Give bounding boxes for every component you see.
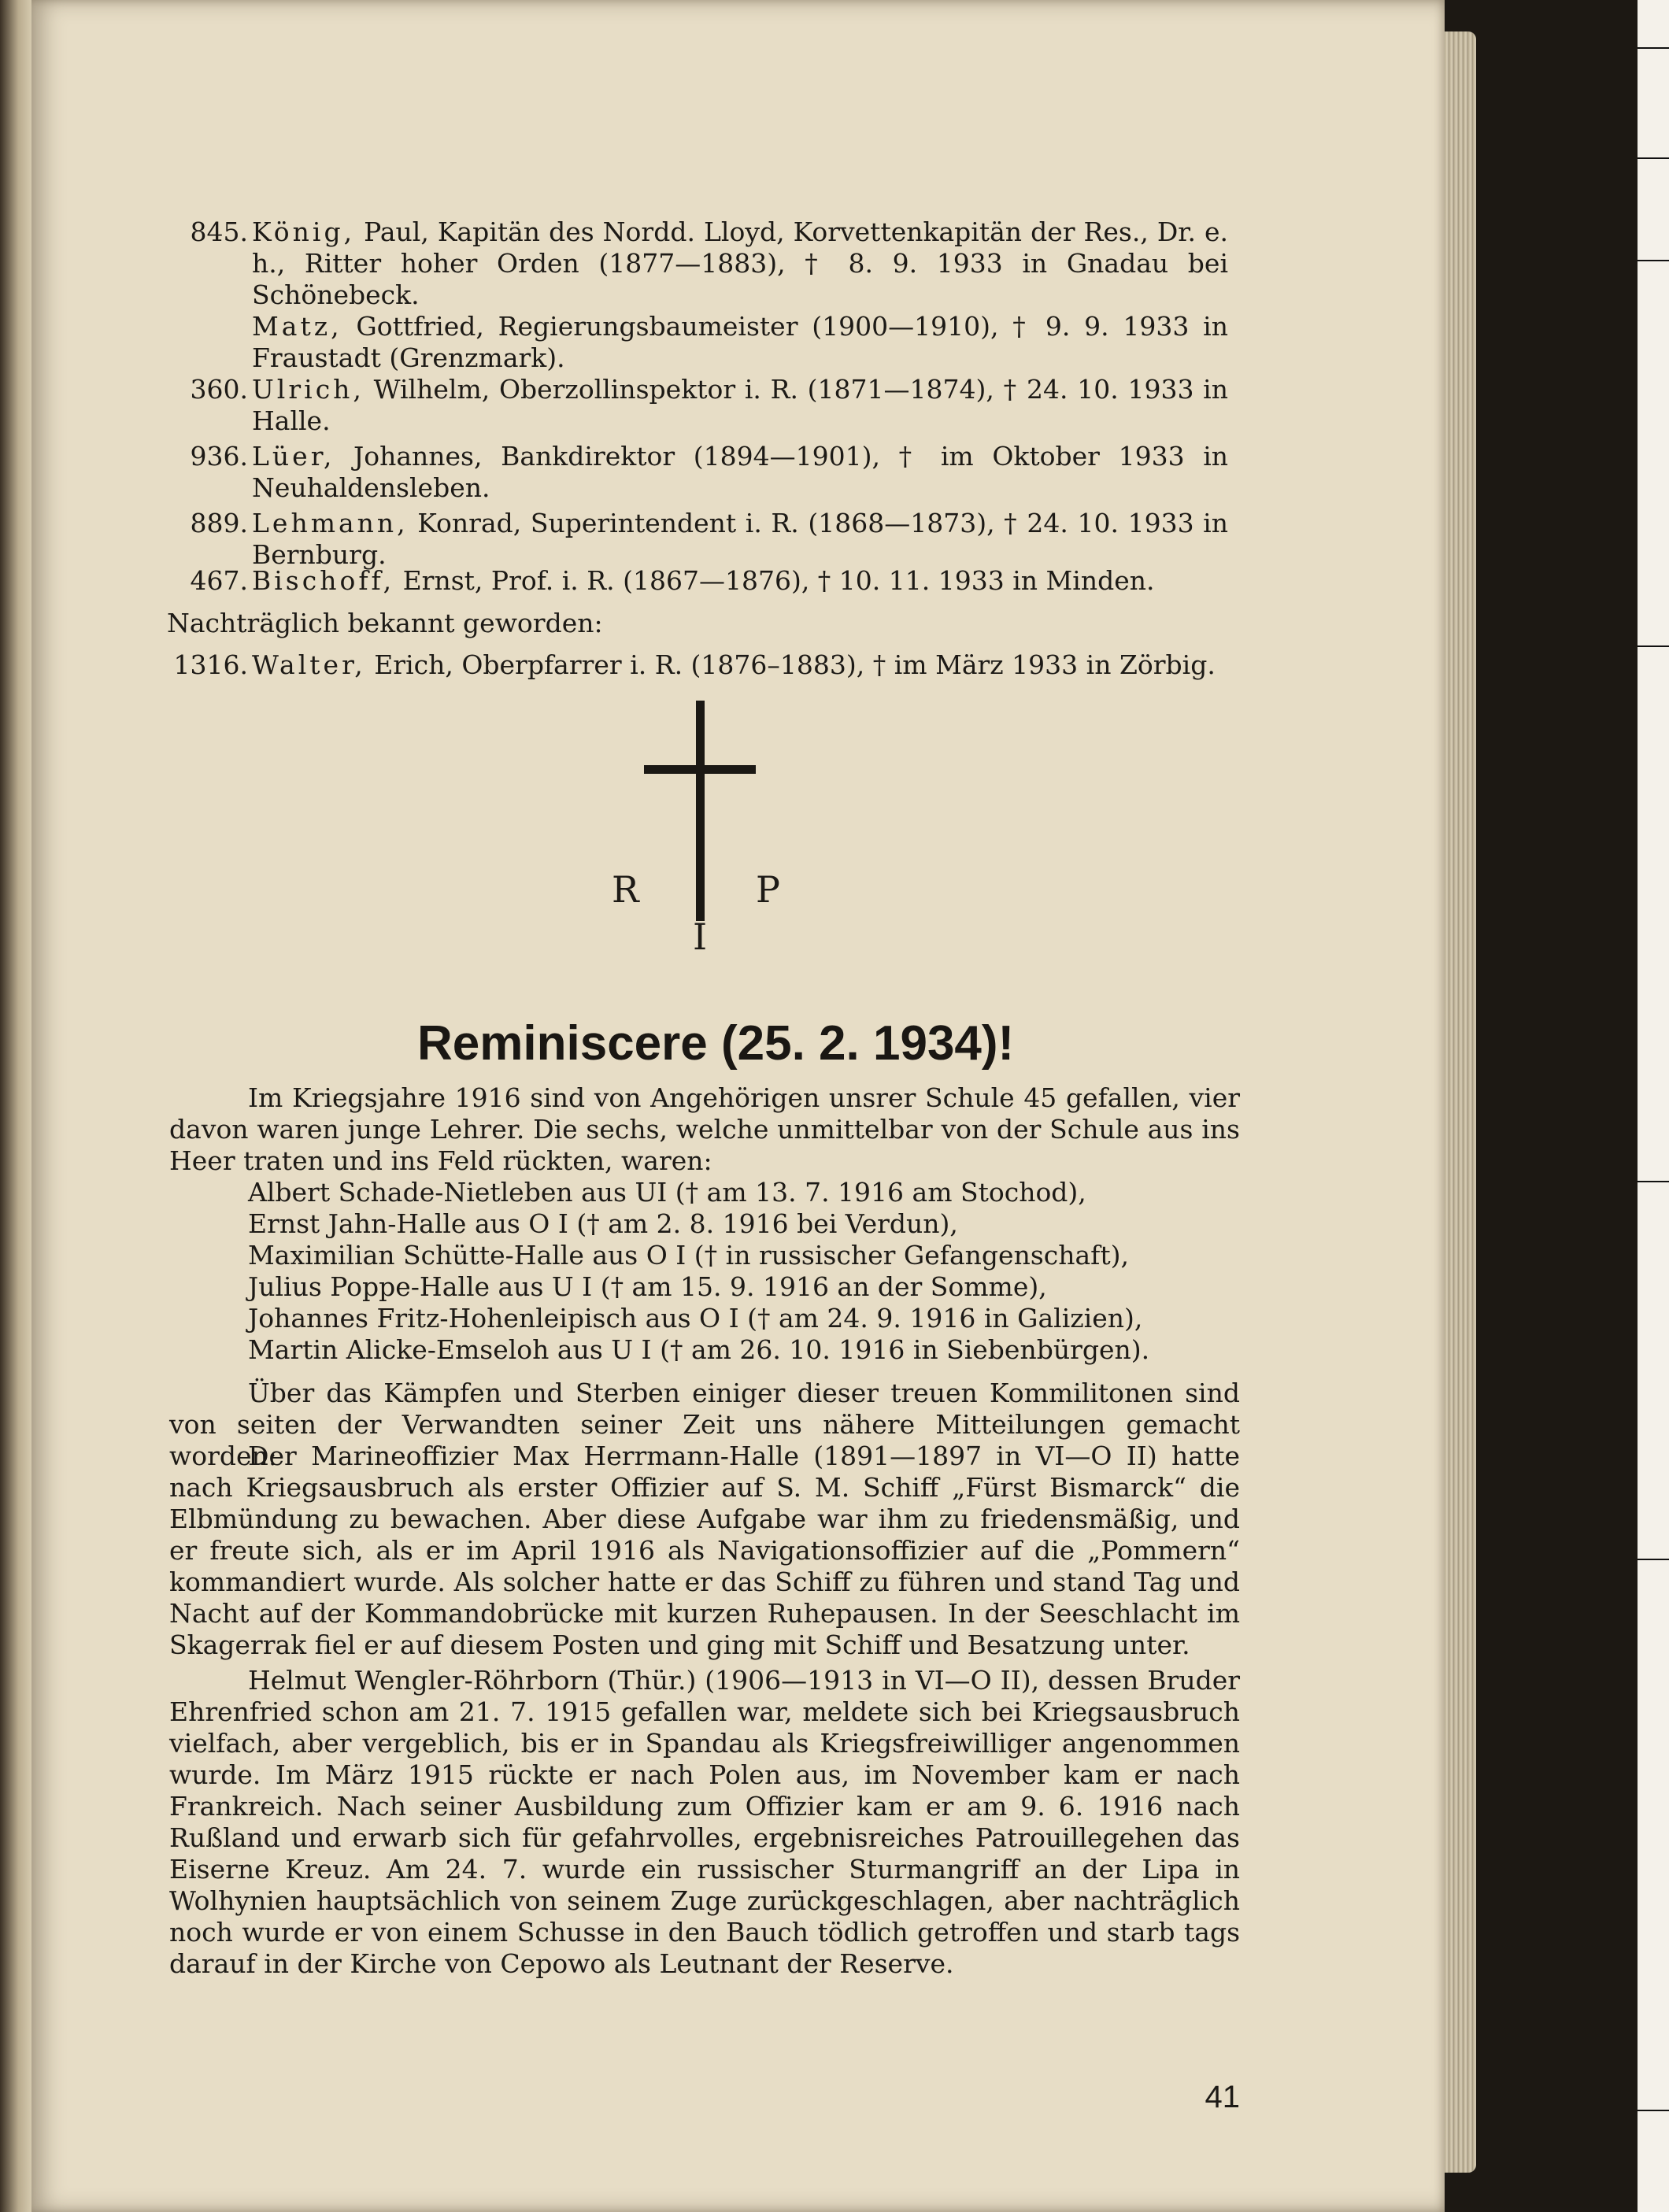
cross-icon-bar [644, 765, 756, 774]
entry [252, 441, 1228, 504]
fallen-list-item: Ernst Jahn-Halle aus O I († am 2. 8. 1916 bei Verdun), [248, 1208, 958, 1239]
entry-name: Bischoff, [252, 565, 395, 596]
entry-text: Erich, Oberpfarrer i. R. (1876–1883), † im März 1933 in Zörbig. [374, 649, 1216, 680]
fallen-list-item: Martin Alicke-Emseloh aus U I († am 26. 10. 1916 in Siebenbürgen). [248, 1334, 1150, 1365]
paragraph: Über das Kämpfen und Sterben einiger dieser treuen Kommilitonen sind von seiten der Verwandten seiner Zeit uns nähere Mitteilungen gemacht worden: [169, 1378, 1240, 1471]
entry-name: Walter, [252, 649, 366, 680]
entry-number: 1316. [173, 649, 248, 680]
entry-name: Matz, [252, 311, 342, 342]
paragraph: Der Marineoffizier Max Herrmann-Halle (1891—1897 in VI—O II) hatte nach Kriegsausbruch als erster Offizier auf S. M. Schiff „Fürst Bismarck“ die Elbmündung zu bewachen. Aber diese Aufgabe war ihm zu friedensmäßig, und er freute sich, als er im April 1916 als Navigationsoffizier auf die „Pommern“ kommandiert wurde. Als solcher hatte er das Schiff zu führen und stand Tag und Nacht auf der Kommandobrücke mit kurzen Ruhepausen. In der Seeschlacht im Skagerrak fiel er auf diesem Posten und ging mit Schiff und Besatzung unter. [169, 1441, 1240, 1660]
rip-letter-i: I [693, 916, 708, 958]
entry [252, 374, 1228, 437]
fallen-list-item: Julius Poppe-Halle aus U I († am 15. 9. 1916 an der Somme), [248, 1271, 1047, 1302]
entry-number: 936. [190, 441, 248, 472]
intro-paragraph: Im Kriegsjahre 1916 sind von Angehörigen unsrer Schule 45 gefallen, vier davon waren junge Lehrer. Die sechs, welche unmittelbar von der Schule aus ins Heer traten und ins Feld rückten, waren: [169, 1082, 1240, 1176]
entry [252, 216, 1228, 311]
entry-text: Gottfried, Regierungsbaumeister (1900—1910), † 9. 9. 1933 in Fraustadt (Grenzmark). [252, 311, 1228, 373]
entry [252, 311, 1228, 374]
entry-name: Ulrich, [252, 374, 365, 405]
paragraph: Helmut Wengler-Röhrborn (Thür.) (1906—1913 in VI—O II), dessen Bruder Ehrenfried schon am 21. 7. 1915 gefallen war, meldete sich bei Kriegsausbruch vielfach, aber vergeblich, bis er in Spandau als Kriegsfreiwilliger angenommen wurde. Im März 1915 rückte er nach Polen aus, im November kam er nach Frankreich. Nach seiner Ausbildung zum Offizier kam er am 9. 6. 1916 nach Rußland und erwarb sich für gefahrvolles, ergebnisreiches Patrouillegehen das Eiserne Kreuz. Am 24. 7. wurde ein russischer Sturmangriff an der Lipa in Wolhynien hauptsächlich von seinem Zuge zurückgeschlagen, aber nachträglich noch wurde er von einem Schusse in den Bauch tödlich getroffen und starb tags darauf in der Kirche von Cepowo als Leutnant der Reserve. [169, 1665, 1240, 1979]
entry-text: Paul, Kapitän des Nordd. Lloyd, Korvettenkapitän der Res., Dr. e. h., Ritter hoher Orden (1877—1883), † 8. 9. 1933 in Gnadau bei Schönebeck. [252, 216, 1228, 310]
fallen-list-item: Johannes Fritz-Hohenleipisch aus O I († am 24. 9. 1916 in Galizien), [248, 1303, 1143, 1333]
rip-letter-p: P [756, 868, 780, 911]
entry-name: König, [252, 216, 356, 247]
entry [252, 649, 1228, 681]
entry-number: 889. [190, 508, 248, 538]
entry-text: Wilhelm, Oberzollinspektor i. R. (1871—1874), † 24. 10. 1933 in Halle. [252, 374, 1228, 436]
entry-text: Johannes, Bankdirektor (1894—1901), † im Oktober 1933 in Neuhaldensleben. [252, 441, 1229, 503]
entry-number: 360. [190, 374, 248, 405]
rip-letter-r: R [612, 868, 639, 911]
entry-number: 845. [190, 216, 248, 247]
entry-number: 467. [190, 565, 248, 596]
entry [252, 565, 1228, 597]
entry [252, 508, 1228, 571]
entry-text: Ernst, Prof. i. R. (1867—1876), † 10. 11. 1933 in Minden. [402, 565, 1155, 596]
entry-text: Konrad, Superintendent i. R. (1868—1873), † 24. 10. 1933 in Bernburg. [252, 508, 1228, 570]
fallen-list-item: Maximilian Schütte-Halle aus O I († in russischer Gefangenschaft), [248, 1240, 1130, 1271]
late-notice-label: Nachträglich bekannt geworden: [167, 608, 603, 638]
entry-name: Lüer, [252, 441, 335, 472]
page-number: 41 [1205, 2080, 1240, 2114]
cross-icon [696, 701, 705, 921]
fallen-list-item: Albert Schade-Nietleben aus UI († am 13. 7. 1916 am Stochod), [248, 1177, 1086, 1208]
entry-name: Lehmann, [252, 508, 409, 538]
section-heading: Reminiscere (25. 2. 1934)! [417, 1016, 1015, 1071]
